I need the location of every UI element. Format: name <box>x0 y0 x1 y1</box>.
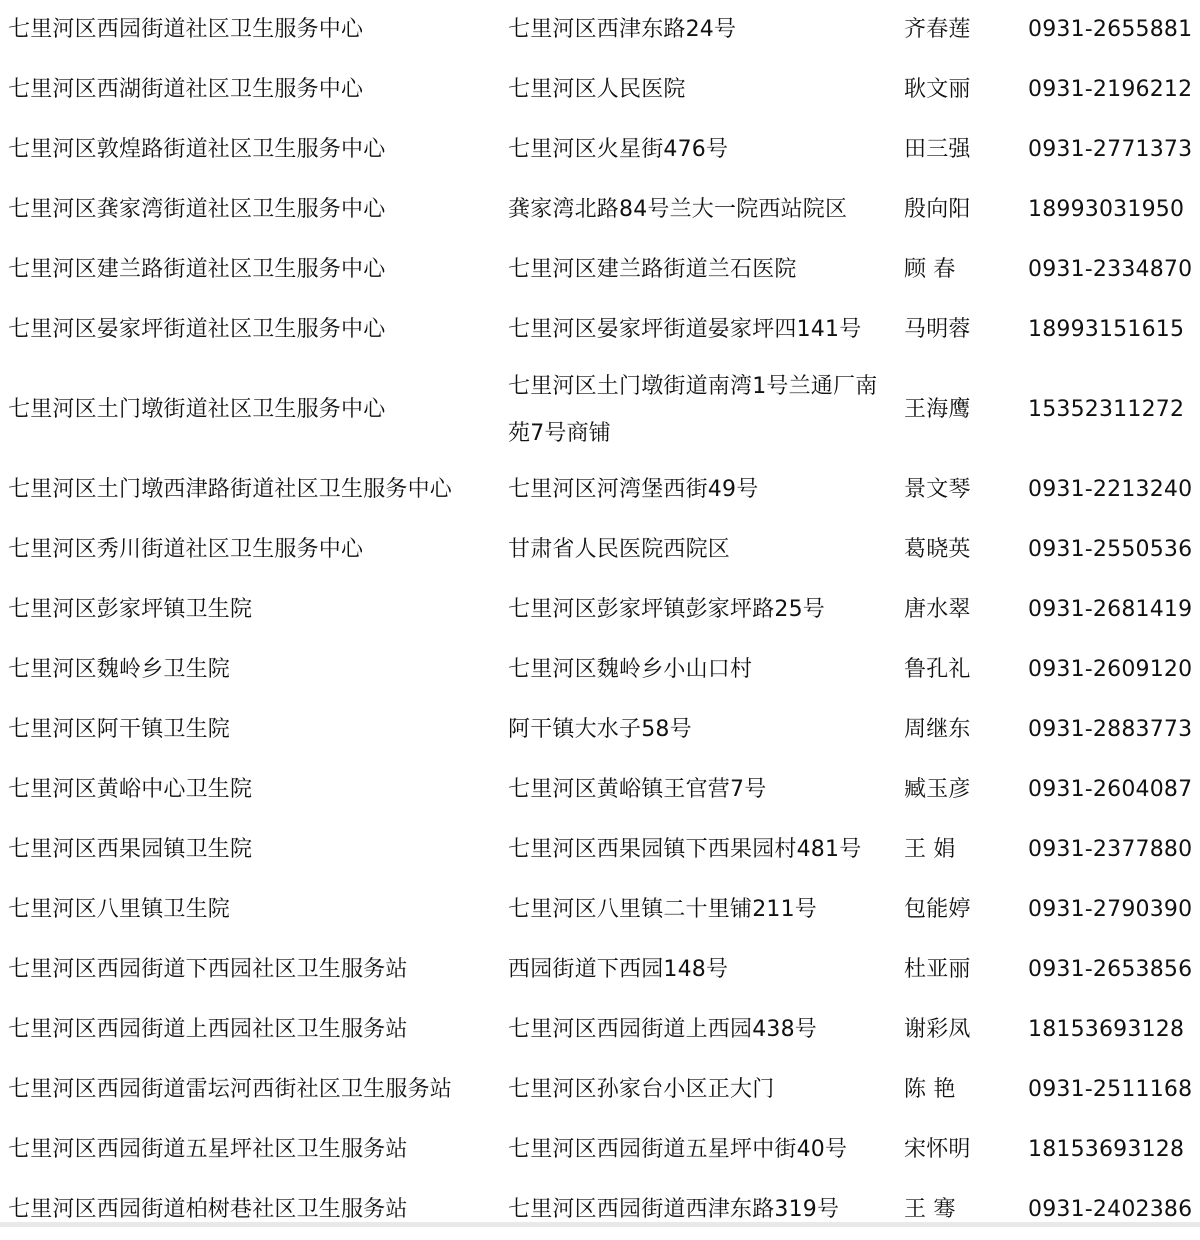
table-row <box>0 60 1200 120</box>
center-name-cell: 七里河区龚家湾街道社区卫生服务中心 <box>8 197 386 222</box>
center-name-cell: 七里河区彭家坪镇卫生院 <box>8 597 253 622</box>
phone-cell: 0931-2196212 <box>1028 77 1193 102</box>
center-name-cell: 七里河区西果园镇卫生院 <box>8 837 253 862</box>
table-row <box>0 1120 1200 1180</box>
center-name-cell: 七里河区西园街道柏树巷社区卫生服务站 <box>8 1197 408 1222</box>
table-row <box>0 360 1200 460</box>
contact-person-cell: 臧玉彦 <box>904 777 971 802</box>
center-name-cell: 七里河区晏家坪街道社区卫生服务中心 <box>8 317 386 342</box>
table-row <box>0 580 1200 640</box>
phone-cell: 18993031950 <box>1028 197 1185 222</box>
table-row <box>0 180 1200 240</box>
phone-cell: 0931-2213240 <box>1028 477 1193 502</box>
contact-person-cell: 鲁孔礼 <box>904 657 971 682</box>
phone-cell: 0931-2550536 <box>1028 537 1193 562</box>
address-cell: 七里河区土门墩街道南湾1号兰通厂南苑7号商铺 <box>508 374 878 446</box>
center-name-cell: 七里河区八里镇卫生院 <box>8 897 231 922</box>
table-row <box>0 0 1200 60</box>
phone-cell: 0931-2334870 <box>1028 257 1193 282</box>
center-name-cell: 七里河区建兰路街道社区卫生服务中心 <box>8 257 386 282</box>
contact-person-cell: 葛晓英 <box>904 537 971 562</box>
address-cell: 西园街道下西园148号 <box>508 957 729 982</box>
phone-cell: 0931-2511168 <box>1028 1077 1193 1102</box>
address-cell: 阿干镇大水子58号 <box>508 717 692 742</box>
address-cell: 七里河区黄峪镇王官营7号 <box>508 777 767 802</box>
table-row <box>0 460 1200 520</box>
table-row <box>0 820 1200 880</box>
phone-cell: 18153693128 <box>1028 1137 1185 1162</box>
address-cell: 七里河区西园街道五星坪中街40号 <box>508 1137 848 1162</box>
table-row <box>0 760 1200 820</box>
phone-cell: 0931-2653856 <box>1028 957 1193 982</box>
contact-person-cell: 周继东 <box>904 717 971 742</box>
center-name-cell: 七里河区魏岭乡卫生院 <box>8 657 231 682</box>
phone-cell: 0931-2609120 <box>1028 657 1193 682</box>
address-cell: 七里河区魏岭乡小山口村 <box>508 657 753 682</box>
contact-person-cell: 马明蓉 <box>904 317 971 342</box>
center-name-cell: 七里河区西园街道五星坪社区卫生服务站 <box>8 1137 408 1162</box>
address-cell: 七里河区西园街道上西园438号 <box>508 1017 817 1042</box>
address-cell: 七里河区晏家坪街道晏家坪四141号 <box>508 317 862 342</box>
center-name-cell: 七里河区土门墩西津路街道社区卫生服务中心 <box>8 477 453 502</box>
phone-cell: 0931-2377880 <box>1028 837 1193 862</box>
phone-cell: 0931-2604087 <box>1028 777 1193 802</box>
center-name-cell: 七里河区黄峪中心卫生院 <box>8 777 253 802</box>
address-cell: 七里河区孙家台小区正大门 <box>508 1077 775 1102</box>
contact-person-cell: 景文琴 <box>904 477 971 502</box>
contact-person-cell: 包能婷 <box>904 897 971 922</box>
center-name-cell: 七里河区西湖街道社区卫生服务中心 <box>8 77 364 102</box>
contact-person-cell: 顾 春 <box>904 257 956 282</box>
center-name-cell: 七里河区西园街道上西园社区卫生服务站 <box>8 1017 408 1042</box>
center-name-cell: 七里河区西园街道社区卫生服务中心 <box>8 17 364 42</box>
table-row <box>0 1060 1200 1120</box>
center-name-cell: 七里河区西园街道下西园社区卫生服务站 <box>8 957 408 982</box>
phone-cell: 15352311272 <box>1028 397 1185 422</box>
contact-person-cell: 田三强 <box>904 137 971 162</box>
center-name-cell: 七里河区敦煌路街道社区卫生服务中心 <box>8 137 386 162</box>
contact-person-cell: 王 骞 <box>904 1197 956 1222</box>
contact-person-cell: 谢彩凤 <box>904 1017 971 1042</box>
table-row <box>0 1180 1200 1240</box>
address-cell: 七里河区西园街道西津东路319号 <box>508 1197 840 1222</box>
table-row <box>0 940 1200 1000</box>
contact-person-cell: 陈 艳 <box>904 1077 956 1102</box>
address-cell: 七里河区建兰路街道兰石医院 <box>508 257 797 282</box>
contact-person-cell: 耿文丽 <box>904 77 971 102</box>
center-name-cell: 七里河区秀川街道社区卫生服务中心 <box>8 537 364 562</box>
address-cell: 七里河区西果园镇下西果园村481号 <box>508 837 862 862</box>
center-name-cell: 七里河区土门墩街道社区卫生服务中心 <box>8 397 386 422</box>
phone-cell: 0931-2681419 <box>1028 597 1193 622</box>
table-row <box>0 240 1200 300</box>
table-row <box>0 300 1200 360</box>
phone-cell: 0931-2402386 <box>1028 1197 1193 1222</box>
address-cell: 七里河区人民医院 <box>508 77 686 102</box>
contact-person-cell: 杜亚丽 <box>904 957 971 982</box>
phone-cell: 0931-2655881 <box>1028 17 1193 42</box>
phone-cell: 0931-2771373 <box>1028 137 1193 162</box>
phone-cell: 18993151615 <box>1028 317 1185 342</box>
contact-person-cell: 王 娟 <box>904 837 956 862</box>
table-row <box>0 120 1200 180</box>
contact-person-cell: 王海鹰 <box>904 397 971 422</box>
address-cell: 七里河区河湾堡西街49号 <box>508 477 759 502</box>
address-cell: 七里河区西津东路24号 <box>508 17 737 42</box>
address-cell: 七里河区八里镇二十里铺211号 <box>508 897 817 922</box>
contact-person-cell: 齐春莲 <box>904 17 971 42</box>
address-cell: 七里河区火星街476号 <box>508 137 729 162</box>
table-row <box>0 700 1200 760</box>
address-cell: 龚家湾北路84号兰大一院西站院区 <box>508 197 848 222</box>
contact-person-cell: 殷向阳 <box>904 197 971 222</box>
address-cell: 甘肃省人民医院西院区 <box>508 537 731 562</box>
center-name-cell: 七里河区西园街道雷坛河西街社区卫生服务站 <box>8 1077 453 1102</box>
address-cell: 七里河区彭家坪镇彭家坪路25号 <box>508 597 825 622</box>
phone-cell: 0931-2883773 <box>1028 717 1193 742</box>
table-row <box>0 640 1200 700</box>
phone-cell: 18153693128 <box>1028 1017 1185 1042</box>
bottom-divider <box>0 1222 1200 1227</box>
center-name-cell: 七里河区阿干镇卫生院 <box>8 717 231 742</box>
phone-cell: 0931-2790390 <box>1028 897 1193 922</box>
table-row <box>0 1000 1200 1060</box>
contact-person-cell: 唐水翠 <box>904 597 971 622</box>
table-row <box>0 880 1200 940</box>
table-row <box>0 520 1200 580</box>
contact-person-cell: 宋怀明 <box>904 1137 971 1162</box>
